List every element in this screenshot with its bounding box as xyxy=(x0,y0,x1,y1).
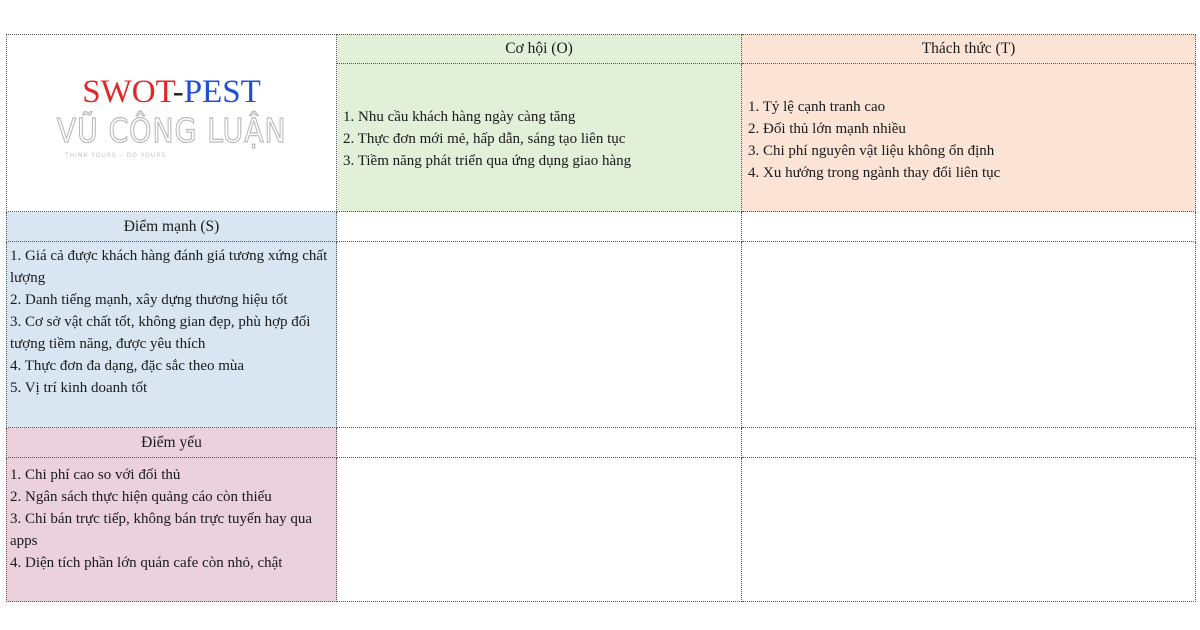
logo-title xyxy=(82,73,261,111)
threats-header-label: Thách thức (T) xyxy=(921,40,1016,57)
threats-cell xyxy=(742,64,1196,212)
list-item: 3. Cơ sở vật chất tốt, không gian đẹp, phù hợp đối tượng tiềm năng, được yêu thích xyxy=(10,314,311,352)
wt-header-cell xyxy=(742,428,1196,458)
wo-header-cell xyxy=(337,428,742,458)
strengths-cell xyxy=(6,242,337,428)
list-item: 2. Ngân sách thực hiện quảng cáo còn thiếu xyxy=(10,489,272,505)
strengths-header xyxy=(6,212,337,242)
st-strategy-cell xyxy=(742,242,1196,428)
opportunities-header-label: Cơ hội (O) xyxy=(505,40,573,57)
logo-name-text: VŨ CÔNG LUẬN xyxy=(56,111,287,150)
list-item: 1. Nhu cầu khách hàng ngày càng tăng xyxy=(343,109,576,125)
list-item: 3. Tiềm năng phát triển qua ứng dụng giao hàng xyxy=(343,153,632,169)
weaknesses-list xyxy=(10,464,335,574)
list-item: 2. Danh tiếng mạnh, xây dựng thương hiệu tốt xyxy=(10,292,288,308)
list-item: 4. Thực đơn đa dạng, đặc sắc theo mùa xyxy=(10,358,245,374)
opportunities-list xyxy=(343,106,735,172)
list-item: 4. Xu hướng trong ngành thay đổi liên tục xyxy=(748,165,1001,181)
strengths-list xyxy=(10,245,334,399)
list-item: 4. Diện tích phần lớn quán cafe còn nhỏ, chật xyxy=(10,555,283,571)
opportunities-header xyxy=(337,34,742,64)
logo-cell xyxy=(6,34,337,212)
so-strategy-cell xyxy=(337,242,742,428)
opportunities-cell xyxy=(337,64,742,212)
weaknesses-cell xyxy=(6,458,337,602)
list-item: 5. Vị trí kinh doanh tốt xyxy=(10,380,148,396)
list-item: 1. Giá cả được khách hàng đánh giá tương xứng chất lượng xyxy=(10,248,328,286)
list-item: 3. Chi phí nguyên vật liệu không ổn định xyxy=(748,143,995,159)
swot-table xyxy=(6,34,1196,602)
logo-dash-text: - xyxy=(172,74,184,110)
list-item: 3. Chỉ bán trực tiếp, không bán trực tuyến hay qua apps xyxy=(10,511,313,549)
list-item: 2. Đối thủ lớn mạnh nhiều xyxy=(748,121,906,137)
list-item: 1. Tỷ lệ cạnh tranh cao xyxy=(748,99,886,115)
logo-swot-text: SWOT xyxy=(82,74,173,110)
st-header-cell xyxy=(742,212,1196,242)
threats-list xyxy=(748,96,1189,184)
strengths-header-label: Điểm mạnh (S) xyxy=(123,217,220,235)
weaknesses-header-label: Điểm yếu xyxy=(141,433,202,451)
so-header-cell xyxy=(337,212,742,242)
wt-strategy-cell xyxy=(742,458,1196,602)
list-item: 2. Thực đơn mới mẻ, hấp dẫn, sáng tạo liên tục xyxy=(343,131,626,147)
list-item: 1. Chi phí cao so với đối thủ xyxy=(10,467,181,483)
weaknesses-header xyxy=(6,428,337,458)
wo-strategy-cell xyxy=(337,458,742,602)
logo-pest-text: PEST xyxy=(183,74,261,110)
threats-header xyxy=(742,34,1196,64)
logo-tagline: THINK YOURS – DO YOURS xyxy=(65,152,167,159)
